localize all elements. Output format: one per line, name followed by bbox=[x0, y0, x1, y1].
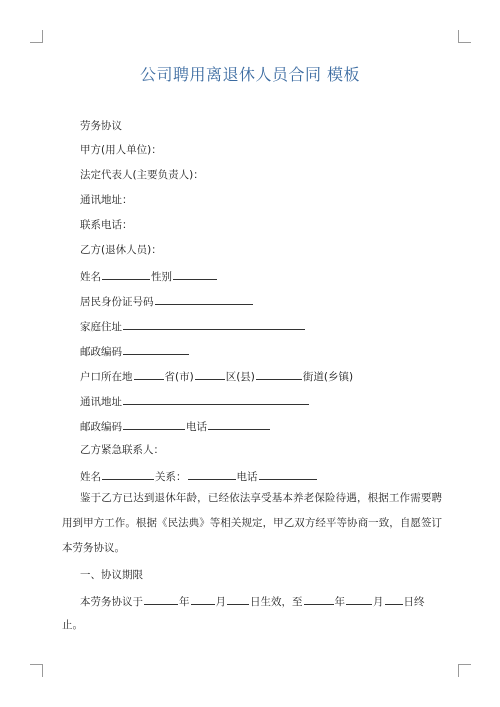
home-address-blank[interactable] bbox=[123, 318, 305, 330]
end-day-blank[interactable] bbox=[385, 593, 403, 605]
day2-label: 日终 bbox=[403, 596, 425, 608]
term-row bbox=[80, 593, 425, 609]
relation-label: 关系： bbox=[155, 471, 187, 483]
agreement-label: 劳务协议 bbox=[80, 120, 122, 132]
term-start-text: 本劳务协议于 bbox=[80, 596, 143, 608]
day1-label: 日生效，至 bbox=[250, 596, 303, 608]
start-day-blank[interactable] bbox=[227, 593, 249, 605]
contact-phone-label: 联系电话： bbox=[80, 219, 133, 231]
emergency-row bbox=[80, 468, 318, 484]
preamble-paragraph: 鉴于乙方已达到退休年龄，已经依法享受基本养老保险待遇，根据工作需要聘用到甲方工作。根据《民法典》等相关规定，甲乙双方经平等协商一致，自愿签订本劳务协议。 bbox=[62, 492, 442, 554]
year2-label: 年 bbox=[334, 596, 345, 608]
gender-label: 性别 bbox=[151, 271, 172, 283]
postcode-phone-row bbox=[80, 418, 271, 434]
home-address-row bbox=[80, 318, 306, 334]
corner-mark-top-right bbox=[458, 30, 471, 43]
year1-label: 年 bbox=[179, 596, 190, 608]
home-address-label: 家庭住址 bbox=[80, 321, 122, 333]
month2-label: 月 bbox=[373, 596, 384, 608]
name2-blank[interactable] bbox=[102, 468, 154, 480]
relation-blank[interactable] bbox=[188, 468, 236, 480]
id-row bbox=[80, 293, 254, 309]
id-blank[interactable] bbox=[155, 293, 253, 305]
party-b-label: 乙方(退休人员)： bbox=[80, 244, 162, 256]
postcode-label: 邮政编码 bbox=[80, 346, 122, 358]
province-blank[interactable] bbox=[195, 368, 225, 380]
postcode-row bbox=[80, 343, 190, 359]
corner-mark-bottom-right bbox=[458, 664, 471, 677]
term-end-text: 止。 bbox=[62, 619, 83, 631]
street-label: 街道(乡镇) bbox=[302, 371, 354, 383]
name-label: 姓名 bbox=[80, 271, 101, 283]
phone-blank[interactable] bbox=[208, 418, 270, 430]
corner-mark-top-left bbox=[30, 30, 43, 43]
id-label: 居民身份证号码 bbox=[80, 296, 154, 308]
start-year-blank[interactable] bbox=[144, 593, 178, 605]
section-term-heading: 一、协议期限 bbox=[80, 569, 143, 581]
name2-label: 姓名 bbox=[80, 471, 101, 483]
party-a-label: 甲方(用人单位)： bbox=[80, 144, 162, 156]
province-label: 省(市) bbox=[164, 371, 194, 383]
district-blank[interactable] bbox=[256, 368, 302, 380]
legal-rep-label: 法定代表人(主要负责人)： bbox=[80, 169, 204, 181]
month1-label: 月 bbox=[215, 596, 226, 608]
district-label: 区(县) bbox=[225, 371, 255, 383]
gender-blank[interactable] bbox=[173, 268, 217, 280]
name-gender-row bbox=[80, 268, 218, 284]
hukou-row bbox=[80, 368, 353, 384]
name-blank[interactable] bbox=[102, 268, 150, 280]
hukou-label: 户口所在地 bbox=[80, 371, 133, 383]
document-title: 公司聘用离退休人员合同 模板 bbox=[139, 65, 361, 84]
address-label: 通讯地址： bbox=[80, 194, 133, 206]
postcode2-blank[interactable] bbox=[123, 418, 185, 430]
mail-address-blank[interactable] bbox=[123, 393, 309, 405]
emergency-contact-label: 乙方紧急联系人： bbox=[80, 444, 164, 456]
start-month-blank[interactable] bbox=[191, 593, 215, 605]
hukou-blank[interactable] bbox=[134, 368, 164, 380]
mail-address-label: 通讯地址 bbox=[80, 396, 122, 408]
phone2-blank[interactable] bbox=[259, 468, 317, 480]
phone2-label: 电话 bbox=[236, 471, 258, 483]
postcode2-label: 邮政编码 bbox=[80, 421, 122, 433]
postcode-blank[interactable] bbox=[123, 343, 189, 355]
mail-address-row bbox=[80, 393, 310, 409]
phone-label: 电话 bbox=[186, 421, 207, 433]
end-month-blank[interactable] bbox=[346, 593, 372, 605]
corner-mark-bottom-left bbox=[30, 664, 43, 677]
end-year-blank[interactable] bbox=[304, 593, 334, 605]
